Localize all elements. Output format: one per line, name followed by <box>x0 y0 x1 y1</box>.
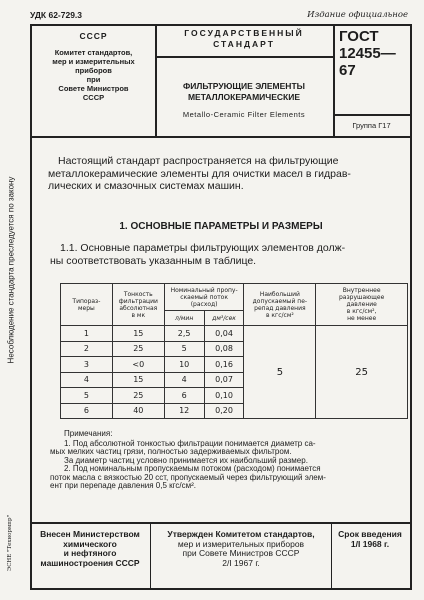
approved-by-cell <box>151 524 332 590</box>
cell-size: 1 <box>61 326 113 342</box>
gost-number-cell <box>333 26 410 136</box>
print-mark-vertical <box>4 508 16 578</box>
committee-line: Комитет стандартов, <box>54 48 133 57</box>
print-mark-text: ЭСНЕ "Технормпр" <box>7 514 13 572</box>
effective-date-cell <box>332 524 408 590</box>
ussr-committee-cell <box>32 26 157 136</box>
cell-flow-dm3: 0,08 <box>204 341 244 357</box>
cell-flow-dm3: 0,07 <box>204 372 244 388</box>
footer-line: мер и измерительных приборов <box>177 538 305 549</box>
para-line: 1.1. Основные параметры фильтрующих элементов долж- <box>60 242 346 254</box>
note-line: 2. Под номинальным пропускаемым потоком (расходом) понимается <box>64 464 321 473</box>
footer-line: 1/I 1968 г. <box>350 538 390 549</box>
note-line: поток масла с вязкостью 20 сст, пропускаемый через фильтрующий элем- <box>50 472 326 482</box>
title-line: МЕТАЛЛОКЕРАМИЧЕСКИЕ <box>187 92 301 102</box>
table-row <box>61 326 408 342</box>
intro-line: металлокерамические элементы для очистки масел в гидрав- <box>48 167 351 180</box>
divider <box>333 114 410 116</box>
gost-label: ГОСТ <box>339 28 379 45</box>
committee-line: приборов <box>75 66 112 75</box>
cell-size: 5 <box>61 388 113 404</box>
committee-line: СССР <box>82 93 105 102</box>
cell-max-pressure: 5 <box>244 326 316 419</box>
footer-line: Утвержден Комитетом стандартов, <box>167 529 315 539</box>
cell-flow-dm3: 0,10 <box>204 388 244 404</box>
gos-standard-line: ГОСУДАРСТВЕННЫЙ <box>184 28 304 38</box>
cell-fineness: 40 <box>112 403 164 419</box>
standard-title-cell <box>155 26 335 136</box>
legal-notice-vertical <box>4 140 18 400</box>
paragraph-1-1 <box>50 242 408 267</box>
legal-notice-text: Несоблюдение стандарта преследуется по закону <box>6 176 16 364</box>
footer-line: химического <box>63 538 117 549</box>
cell-flow-lmin: 12 <box>164 403 204 419</box>
note-line: За диаметр частиц условно принимается их наибольший размер. <box>64 455 308 465</box>
committee-line: Совете Министров <box>58 84 129 93</box>
document-title-english: Metallo-Ceramic Filter Elements <box>182 110 306 119</box>
note-line: мых мелких частиц грязи, полностью задерживаемых фильтром. <box>50 447 292 456</box>
col-header-max-pressure: Наибольший допускаемый пе- репад давления в кгс/см² <box>244 284 316 326</box>
notes-block <box>50 430 405 491</box>
header-block <box>30 24 412 138</box>
col-header-flow-dm3: дм³/сек <box>204 311 244 326</box>
footer-line: Срок введения <box>338 529 402 539</box>
footer-line: машиностроения СССР <box>40 557 140 568</box>
committee-label <box>32 48 155 102</box>
parameters-table <box>60 283 408 419</box>
para-line: ны соответствовать указанным в таблице. <box>50 254 257 267</box>
official-edition-note: Издание официальное <box>307 10 408 20</box>
committee-line: при <box>86 75 101 84</box>
cell-flow-dm3: 0,16 <box>204 357 244 373</box>
col-header-fineness: Тонкость фильтрации абсолютная в мк <box>112 284 164 326</box>
country-label: СССР <box>79 31 108 41</box>
cell-fineness: 15 <box>112 326 164 342</box>
col-header-flow: Номинальный пропу- скаемый поток (расход) <box>164 284 244 311</box>
udk-code: УДК 62-729.3 <box>30 10 83 20</box>
gos-standard-line: СТАНДАРТ <box>213 39 275 49</box>
state-standard-label <box>155 28 333 50</box>
footer-block <box>30 522 412 592</box>
cell-size: 2 <box>61 341 113 357</box>
intro-paragraph <box>48 155 408 193</box>
cell-fineness: 25 <box>112 341 164 357</box>
gost-number <box>339 28 410 79</box>
gost-number-value: 12455—67 <box>339 45 396 79</box>
note-line: 1. Под абсолютной тонкостью фильтрации понимается диаметр са- <box>64 438 316 448</box>
cell-size: 6 <box>61 403 113 419</box>
col-header-flow-lmin: л/мин <box>164 311 204 326</box>
note-line: ент при перепаде давления 0,5 кгс/см². <box>50 481 196 490</box>
notes-heading: Примечания: <box>64 429 113 438</box>
divider <box>155 56 333 58</box>
footer-line: Внесен Министерством <box>40 529 140 539</box>
intro-line: Настоящий стандарт распространяется на фильтрующие <box>58 155 339 167</box>
cell-fineness: 25 <box>112 388 164 404</box>
cell-flow-lmin: 5 <box>164 341 204 357</box>
document-title <box>159 81 329 103</box>
footer-line: 2/I 1967 г. <box>222 557 260 568</box>
cell-fineness: 15 <box>112 372 164 388</box>
introduced-by-cell <box>30 524 151 590</box>
col-header-internal-pressure: Внутреннее разрушающее давление в кгс/см², не менее <box>316 284 408 326</box>
intro-line: лических и смазочных системах машин. <box>48 180 244 192</box>
cell-flow-lmin: 10 <box>164 357 204 373</box>
group-code: Группа Г17 <box>352 121 391 130</box>
cell-flow-lmin: 4 <box>164 372 204 388</box>
footer-line: и нефтяного <box>63 548 117 558</box>
cell-internal-pressure: 25 <box>316 326 408 419</box>
committee-line: мер и измерительных <box>52 57 135 66</box>
section-title: 1. ОСНОВНЫЕ ПАРАМЕТРЫ И РАЗМЕРЫ <box>119 221 323 232</box>
cell-flow-lmin: 2,5 <box>164 326 204 342</box>
cell-fineness: <0 <box>112 357 164 373</box>
cell-size: 3 <box>61 357 113 373</box>
cell-flow-dm3: 0,04 <box>204 326 244 342</box>
cell-size: 4 <box>61 372 113 388</box>
title-line: ФИЛЬТРУЮЩИЕ ЭЛЕМЕНТЫ <box>183 81 305 91</box>
col-header-size: Типораз- меры <box>61 284 113 326</box>
footer-line: при Совете Министров СССР <box>182 548 300 558</box>
cell-flow-dm3: 0,20 <box>204 403 244 419</box>
cell-flow-lmin: 6 <box>164 388 204 404</box>
